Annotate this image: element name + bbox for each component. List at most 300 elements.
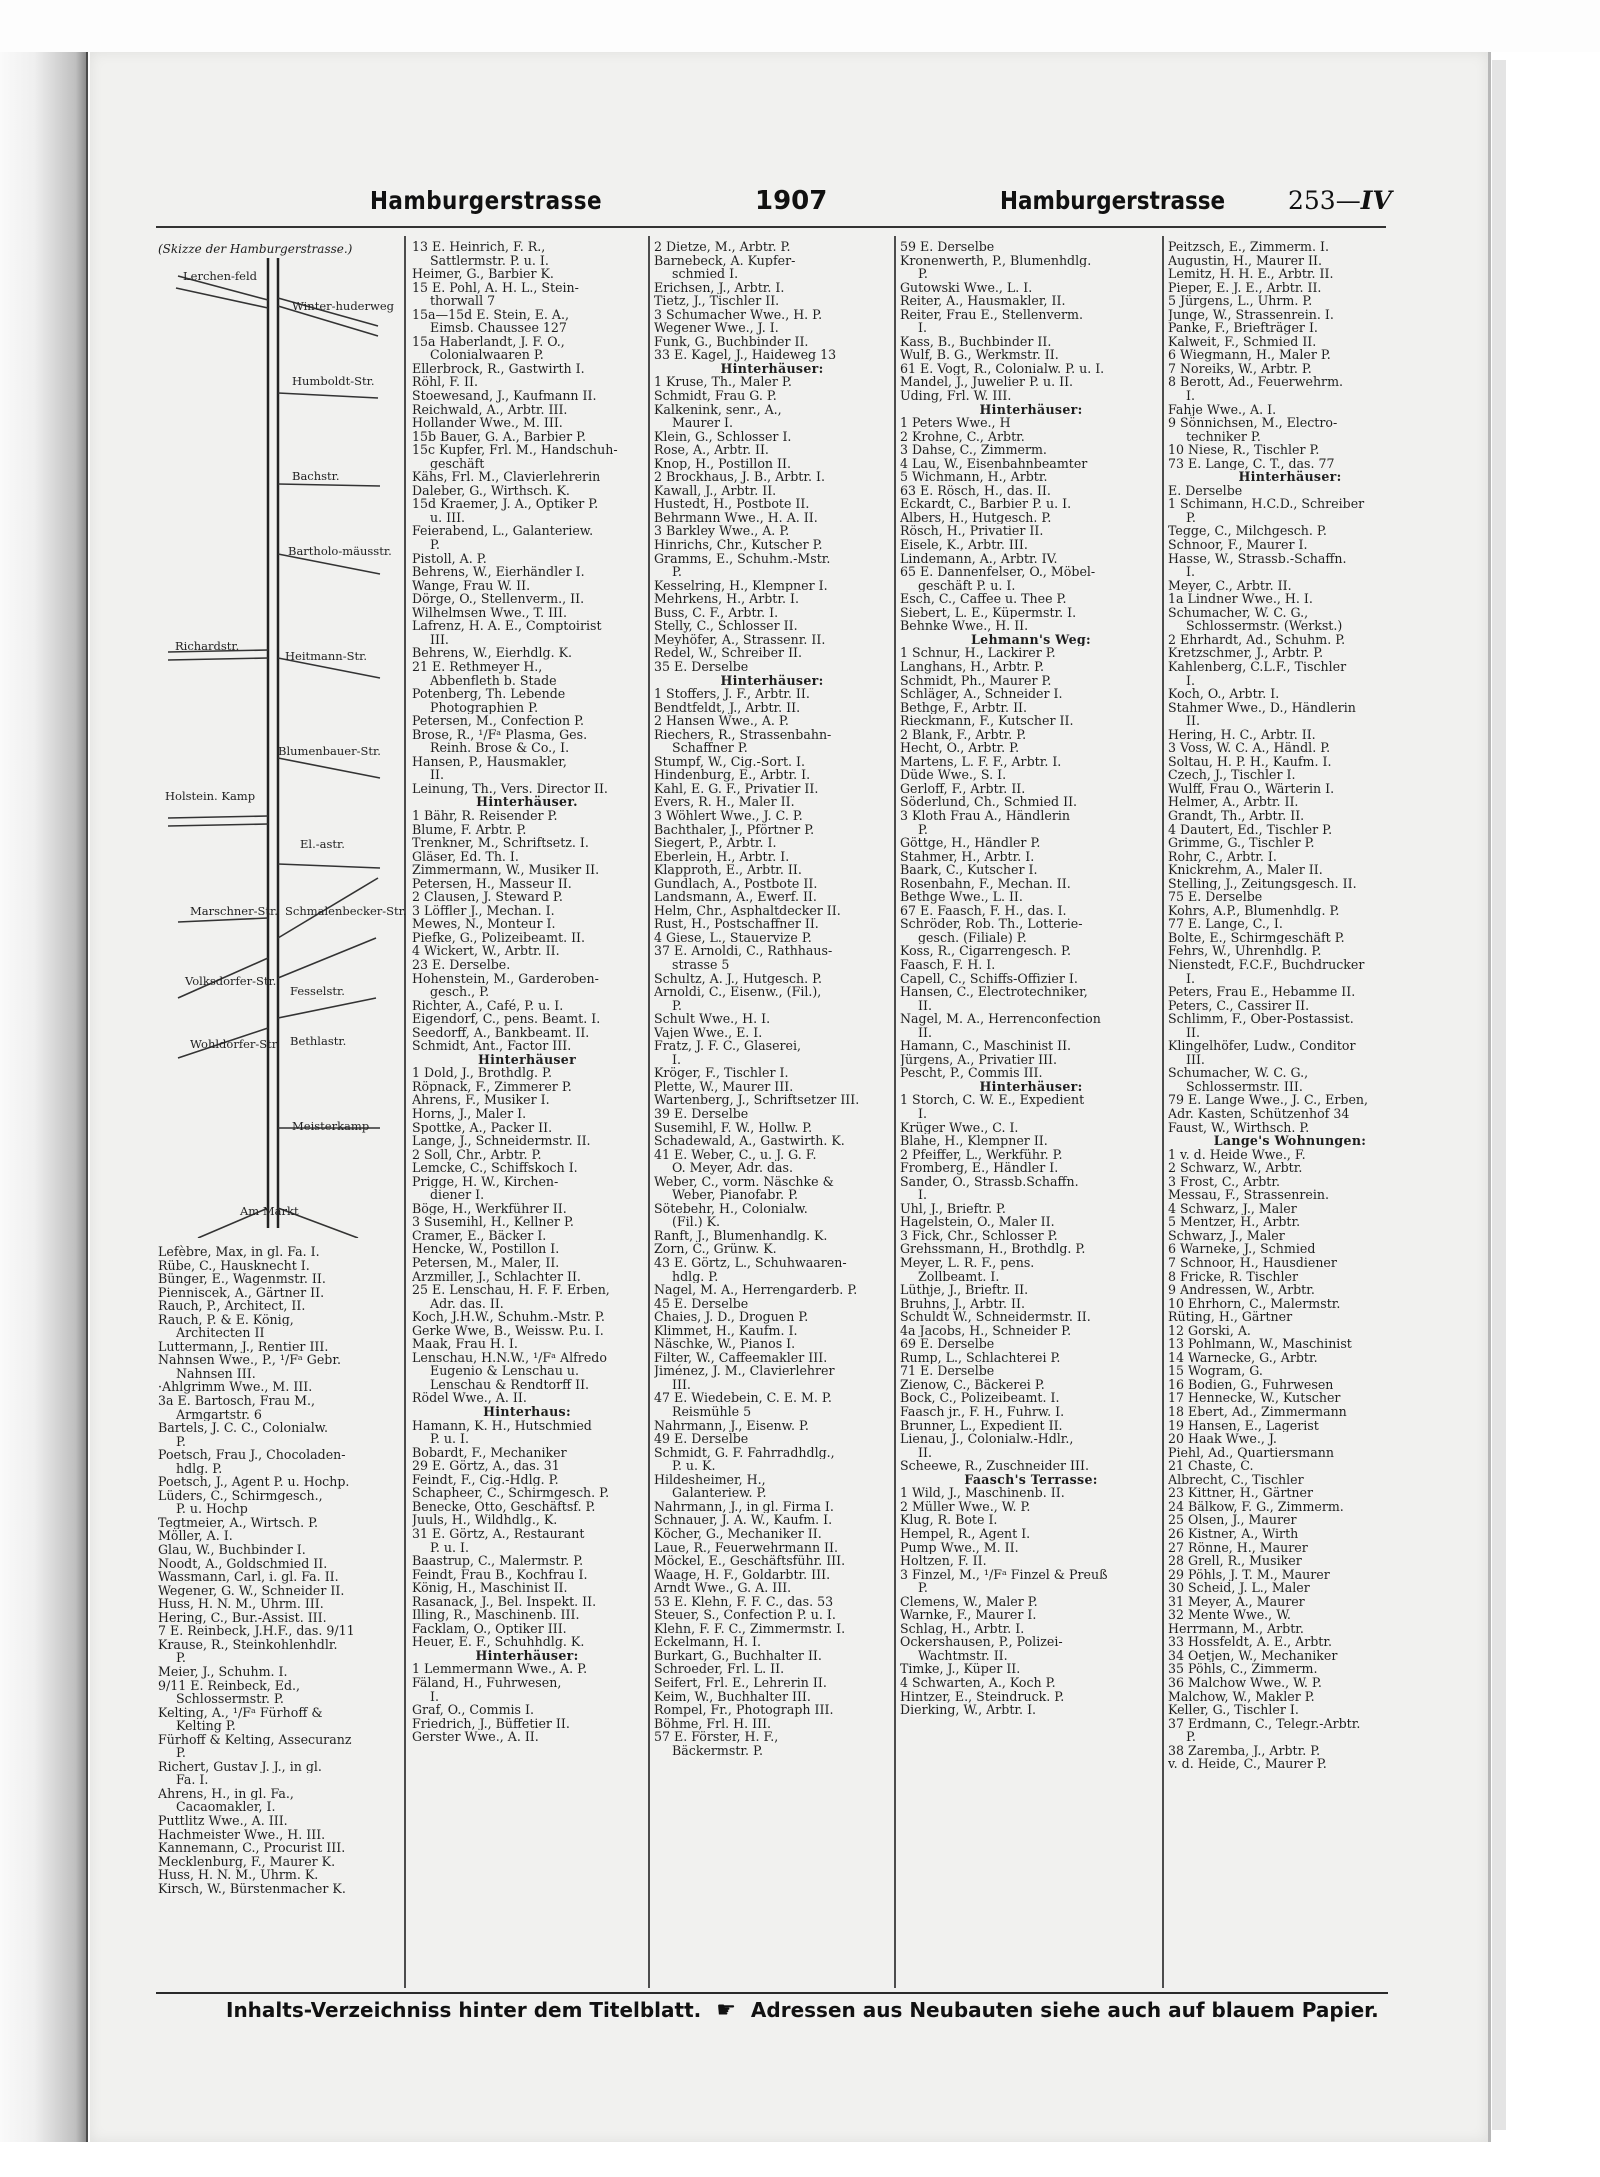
directory-entry: 3 Voss, W. C. A., Händl. P. — [1168, 741, 1331, 755]
directory-entry: Schmidt, Ant., Factor III. — [412, 1039, 572, 1053]
directory-entry: Weber, C., vorm. Näschke & — [654, 1174, 834, 1189]
footer-rule — [156, 1992, 1388, 1994]
directory-entry: Bäckermstr. P. — [672, 1743, 763, 1758]
directory-entry: Reiter, A., Hausmakler, II. — [900, 294, 1066, 308]
header-rule — [156, 226, 1386, 228]
directory-entry: 35 E. Derselbe — [654, 659, 749, 674]
directory-entry: 7 E. Reinbeck, J.H.F., das. 9/11 — [158, 1624, 355, 1638]
map-label-bachstr: Bachstr. — [292, 469, 340, 483]
directory-entry: Langhans, H., Arbtr. P. — [900, 659, 1045, 674]
directory-entry: Scheewe, R., Zuschneider III. — [900, 1459, 1089, 1473]
directory-entry: O. Meyer, Adr. das. — [672, 1161, 793, 1175]
directory-entry: 47 E. Wiedebein, C. E. M. P. — [654, 1391, 832, 1406]
directory-entry: 21 E. Rethmeyer H., — [412, 659, 543, 674]
directory-entry: Schumacher, W. C. G., — [1168, 605, 1309, 620]
directory-entry: Hempel, R., Agent I. — [900, 1526, 1031, 1541]
map-label-humboldtstr: Humboldt-Str. — [292, 374, 375, 388]
directory-entry: Pump Wwe., M. II. — [900, 1540, 1019, 1555]
directory-entry: I. — [1186, 565, 1195, 579]
directory-entry: Trenkner, M., Schriftsetz. I. — [412, 836, 589, 850]
directory-entry: 2 Müller Wwe., W. P. — [900, 1499, 1031, 1514]
directory-entry: Hagelstein, O., Maler II. — [900, 1215, 1055, 1229]
directory-entry: 4 Wickert, W., Arbtr. II. — [412, 944, 560, 958]
directory-entry: Rieckmann, F., Kutscher II. — [900, 714, 1074, 728]
directory-entry: 1a Lindner Wwe., H. I. — [1168, 592, 1313, 606]
directory-entry: Mandel, J., Juwelier P. u. II. — [900, 375, 1074, 390]
directory-entry: Pienniscek, A., Gärtner II. — [158, 1285, 325, 1300]
directory-entry: Benecke, Otto, Geschäftsf. P. — [412, 1499, 596, 1514]
directory-entry: Hamann, C., Maschinist II. — [900, 1039, 1072, 1053]
page-edge-shadow — [1492, 60, 1506, 2130]
directory-entry: Wachtmstr. II. — [918, 1648, 1008, 1663]
directory-entry: 35 Pöhls, C., Zimmerm. — [1168, 1662, 1318, 1676]
directory-entry: Sattlermstr. P. u. I. — [430, 253, 549, 268]
directory-entry: 3a E. Bartosch, Frau M., — [158, 1394, 316, 1408]
directory-entry: 29 Pöhls, J. T. M., Maurer — [1168, 1567, 1330, 1582]
section-heading: Lehmann's Weg: — [971, 632, 1091, 647]
directory-entry: Grehssmann, H., Brothdlg. P. — [900, 1242, 1086, 1257]
directory-entry: Luttermann, J., Rentier III. — [158, 1339, 329, 1354]
directory-entry: Kawall, J., Arbtr. II. — [654, 483, 777, 498]
directory-entry: 21 Chaste, C. — [1168, 1459, 1254, 1473]
directory-entry: Junge, W., Strassenrein. I. — [1168, 307, 1334, 322]
directory-entry: Hohenstein, M., Garderoben- — [412, 971, 599, 986]
directory-entry: 57 E. Förster, H. F., — [654, 1730, 779, 1744]
directory-entry: Petersen, M., Confection P. — [412, 714, 585, 728]
directory-entry: Buss, C. F., Arbtr. I. — [654, 605, 779, 620]
directory-entry: diener I. — [430, 1188, 485, 1202]
directory-entry: 2 Hansen Wwe., A. P. — [654, 714, 789, 728]
map-label-lerchenfeld: Lerchen-feld — [183, 269, 257, 283]
directory-entry: I. — [918, 321, 927, 335]
directory-entry: Arzmiller, J., Schlachter II. — [412, 1269, 581, 1284]
directory-entry: geschäft — [430, 456, 485, 471]
directory-entry: hdlg. P. — [176, 1461, 223, 1476]
directory-entry: 2 Krohne, C., Arbtr. — [900, 429, 1025, 444]
directory-entry: Ellerbrock, R., Gastwirth I. — [412, 361, 585, 376]
directory-entry: Facklam, O., Optiker III. — [412, 1621, 567, 1636]
directory-entry: Gläser, Ed. Th. I. — [412, 849, 519, 864]
directory-entry: Rauch, P. & E. König, — [158, 1312, 294, 1327]
directory-entry: Meyer, C., Arbtr. II. — [1168, 578, 1292, 593]
directory-entry: P. u. I. — [430, 1540, 470, 1555]
directory-entry: Faust, W., Wirthsch. P. — [1168, 1120, 1310, 1135]
directory-entry: Waage, H. F., Goldarbtr. III. — [654, 1567, 831, 1582]
directory-entry: Siegert, P., Arbtr. I. — [654, 836, 777, 850]
directory-entry: Evers, R. H., Maler II. — [654, 795, 795, 809]
directory-entry: II. — [430, 768, 444, 782]
directory-entry: 16 Bodien, G., Fuhrwesen — [1168, 1377, 1334, 1392]
directory-entry: II. — [1186, 1025, 1200, 1040]
footer-notice — [226, 1998, 1379, 2023]
directory-entry: Arnoldi, C., Eisenw., (Fil.), — [654, 985, 822, 999]
map-label-wohldorferstr: Wohldorfer-Str. — [190, 1037, 280, 1051]
directory-entry: Rosenbahn, F., Mechan. II. — [900, 876, 1071, 891]
directory-entry: Rüting, H., Gärtner — [1168, 1310, 1293, 1324]
directory-entry: Kelting, A., ¹/Fᵃ Fürhoff & — [158, 1705, 323, 1720]
directory-entry: Meyer, L. R. F., pens. — [900, 1256, 1035, 1270]
directory-entry: Bünger, E., Wagenmstr. II. — [158, 1272, 326, 1286]
directory-entry: Klimmet, H., Kaufm. I. — [654, 1323, 798, 1338]
directory-entry: Chaies, J. D., Droguen P. — [654, 1310, 809, 1324]
directory-entry: Nahnsen Wwe., P., ¹/Fᵃ Gebr. — [158, 1353, 342, 1367]
section-heading: Hinterhäuser: — [1238, 470, 1342, 484]
directory-entry: Gutowski Wwe., L. I. — [900, 280, 1033, 295]
directory-entry: Schultz, A. J., Hutgesch. P. — [654, 971, 823, 986]
directory-entry: Nahrmann, J., in gl. Firma I. — [654, 1499, 834, 1514]
directory-entry: Mewes, N., Monteur I. — [412, 917, 556, 931]
directory-entry: 3 Susemihl, H., Kellner P. — [412, 1215, 574, 1229]
street-sketch-caption: (Skizze der Hamburgerstrasse.) — [158, 242, 353, 256]
directory-entry: Albrecht, C., Tischler — [1168, 1472, 1304, 1487]
column-rule — [404, 236, 406, 1988]
directory-entry: Piehl, Ad., Quartiersmann — [1168, 1445, 1334, 1460]
directory-entry: 15b Bauer, G. A., Barbier P. — [412, 429, 587, 444]
directory-entry: (Fil.) K. — [672, 1215, 721, 1229]
directory-entry: II. — [1186, 714, 1200, 728]
directory-entry: Böhme, Frl. H. III. — [654, 1716, 772, 1731]
directory-entry: Susemihl, F. W., Hollw. P. — [654, 1120, 813, 1135]
directory-entry: Kähs, Frl. M., Clavierlehrerin — [412, 470, 601, 484]
column-rule — [648, 236, 650, 1988]
directory-entry: P. — [176, 1746, 186, 1760]
directory-entry: 23 Kittner, H., Gärtner — [1168, 1486, 1314, 1500]
directory-entry: Hansen, P., Hausmakler, — [412, 754, 567, 769]
directory-entry: Göttge, H., Händler P. — [900, 836, 1041, 850]
directory-entry: Koss, R., Cigarrengesch. P. — [900, 944, 1071, 958]
directory-entry: Malchow, W., Makler P. — [1168, 1689, 1315, 1704]
directory-entry: Nahrmann, J., Eisenw. P. — [654, 1418, 809, 1433]
directory-entry: Wulff, Frau O., Wärterin I. — [1168, 781, 1335, 796]
directory-entry: Friedrich, J., Büffetier II. — [412, 1716, 570, 1731]
directory-entry: Pistoll, A. P. — [412, 551, 487, 566]
directory-entry: Kirsch, W., Bürstenmacher K. — [158, 1881, 346, 1896]
directory-entry: Eckardt, C., Barbier P. u. I. — [900, 497, 1072, 511]
directory-entry: thorwall 7 — [430, 294, 496, 308]
directory-entry: Timke, J., Küper II. — [900, 1662, 1021, 1676]
directory-entry: P. — [918, 822, 928, 837]
directory-entry: 20 Haak Wwe., J. — [1168, 1432, 1277, 1446]
directory-entry: Schult Wwe., H. I. — [654, 1012, 771, 1026]
directory-entry: Schmidt, Frau G. P. — [654, 389, 777, 403]
directory-entry: Eisele, K., Arbtr. III. — [900, 538, 1028, 552]
directory-entry: Fehrs, W., Uhrenhdlg. P. — [1168, 944, 1322, 958]
directory-entry: Piefke, G., Polizeibeamt. II. — [412, 930, 586, 945]
directory-entry: 9/11 E. Reinbeck, Ed., — [158, 1678, 301, 1693]
directory-entry: Faasch, F. H. I. — [900, 957, 996, 972]
directory-entry: Lefèbre, Max, in gl. Fa. I. — [158, 1245, 320, 1259]
column-rule — [1162, 236, 1164, 1988]
directory-entry: Schmidt, Ph., Maurer P. — [900, 673, 1052, 688]
directory-entry: Cramer, E., Bäcker I. — [412, 1228, 547, 1243]
directory-entry: Augustin, H., Maurer II. — [1168, 253, 1323, 268]
directory-entry: 1 Wild, J., Maschinenb. II. — [900, 1486, 1065, 1500]
directory-entry: Hachmeister Wwe., H. III. — [158, 1827, 326, 1842]
directory-entry: Bethge, F., Arbtr. II. — [900, 700, 1028, 715]
directory-entry: P. — [1186, 1730, 1196, 1744]
directory-entry: Spottke, A., Packer II. — [412, 1120, 553, 1135]
directory-entry: Klein, G., Schlosser I. — [654, 429, 792, 444]
directory-entry: 12 Gorski, A. — [1168, 1323, 1251, 1338]
directory-entry: Schmidt, G. F. Fahrradhdlg., — [654, 1445, 835, 1460]
directory-entry: Nagel, M. A., Herrenconfection — [900, 1012, 1101, 1026]
directory-entry: 41 E. Weber, C., u. J. G. F. — [654, 1147, 817, 1162]
directory-entry: Brose, R., ¹/Fᵃ Plasma, Ges. — [412, 727, 588, 742]
directory-entry: 27 Rönne, H., Maurer — [1168, 1540, 1308, 1555]
directory-entry: Reichwald, A., Arbtr. III. — [412, 402, 568, 417]
directory-entry: Meyhöfer, A., Strassenr. II. — [654, 632, 826, 647]
directory-entry: I. — [1186, 389, 1195, 403]
directory-entry: Krause, R., Steinkohlenhdlr. — [158, 1637, 338, 1652]
directory-entry: 25 Olsen, J., Maurer — [1168, 1513, 1297, 1527]
footer-index-note: Inhalts-Verzeichniss hinter dem Titelblatt. — [226, 1998, 702, 2022]
directory-entry: 7 Schnoor, H., Hausdiener — [1168, 1256, 1337, 1270]
directory-entry: Gramms, E., Schuhm.-Mstr. — [654, 551, 831, 566]
directory-entry: Maak, Frau H. I. — [412, 1337, 518, 1351]
directory-entry: Klug, R. Bote I. — [900, 1513, 998, 1527]
directory-entry: 69 E. Derselbe — [900, 1337, 995, 1351]
directory-entry: Feindt, F., Cig.-Hdlg. P. — [412, 1472, 559, 1487]
map-label-am-markt: Am Markt — [240, 1204, 299, 1218]
directory-entry: I. — [1186, 673, 1195, 688]
directory-entry: Köcher, G., Mechaniker II. — [654, 1526, 822, 1541]
column-1 — [158, 1245, 402, 1895]
directory-entry: Reiter, Frau E., Stellenverm. — [900, 307, 1083, 322]
directory-entry: P. — [918, 267, 928, 281]
directory-entry: Rösch, H., Privatier II. — [900, 524, 1044, 539]
directory-entry: 3 Löffler J., Mechan. I. — [412, 903, 555, 918]
directory-entry: 2 Blank, F., Arbtr. P. — [900, 727, 1027, 742]
directory-entry: Peters, C., Cassirer II. — [1168, 998, 1310, 1013]
directory-entry: Arndt Wwe., G. A. III. — [654, 1581, 792, 1595]
directory-entry: Knop, H., Postillon II. — [654, 456, 791, 471]
directory-entry: Hering, H. C., Arbtr. II. — [1168, 727, 1316, 742]
directory-entry: 30 Scheid, J. L., Maler — [1168, 1581, 1310, 1595]
directory-entry: Wilhelmsen Wwe., T. III. — [412, 605, 568, 620]
directory-entry: Wulf, B. G., Werkmstr. II. — [900, 348, 1059, 362]
directory-entry: gesch. (Filiale) P. — [918, 930, 1027, 945]
directory-entry: Ockershausen, P., Polizei- — [900, 1635, 1063, 1649]
directory-entry: Richert, Gustav J. J., in gl. — [158, 1759, 322, 1774]
directory-entry: Poetsch, J., Agent P. u. Hochp. — [158, 1475, 350, 1489]
directory-entry: 43 E. Görtz, L., Schuhwaaren- — [654, 1256, 847, 1270]
directory-entry: 9 Andressen, W., Arbtr. — [1168, 1283, 1315, 1297]
directory-entry: 1 Dold, J., Brothdlg. P. — [412, 1066, 552, 1080]
directory-entry: Funk, G., Buchbinder II. — [654, 334, 809, 349]
directory-entry: III. — [430, 632, 449, 647]
directory-entry: Kelting P. — [176, 1719, 236, 1733]
column-5 — [1168, 240, 1412, 1771]
directory-entry: I. — [918, 1107, 927, 1121]
directory-entry: 79 E. Lange Wwe., J. C., Erben, — [1168, 1093, 1369, 1107]
directory-entry: 53 E. Klehn, F. F. C., das. 53 — [654, 1594, 834, 1609]
directory-entry: P. — [672, 998, 682, 1013]
directory-entry: Bobardt, F., Mechaniker — [412, 1445, 567, 1460]
directory-entry: Wassmann, Carl, i. gl. Fa. II. — [158, 1570, 339, 1584]
directory-entry: I. — [430, 1689, 439, 1704]
directory-entry: 3 Barkley Wwe., A. P. — [654, 524, 790, 539]
directory-entry: Kalweit, F., Schmied II. — [1168, 334, 1317, 349]
directory-entry: Fürhoff & Kelting, Assecuranz — [158, 1732, 352, 1747]
directory-entry: strasse 5 — [672, 957, 730, 972]
pointing-hand-icon: ☛ — [716, 1998, 736, 2023]
directory-entry: Sander, O., Strassb.Schaffn. — [900, 1174, 1079, 1189]
directory-entry: Leinung, Th., Vers. Director II. — [412, 781, 608, 796]
directory-entry: Faasch jr., F. H., Fuhrw. I. — [900, 1405, 1065, 1419]
directory-entry: 5 Jürgens, L., Uhrm. P. — [1168, 294, 1313, 308]
section-heading: Hinterhäuser: — [979, 402, 1083, 417]
directory-entry: Poetsch, Frau J., Chocoladen- — [158, 1448, 346, 1462]
directory-entry: Lüthje, J., Brieftr. II. — [900, 1283, 1029, 1297]
map-label-winterhuderweg: Winter-huderweg — [292, 299, 395, 313]
directory-entry: Hecht, O., Arbtr. P. — [900, 741, 1020, 755]
directory-entry: 75 E. Derselbe — [1168, 890, 1263, 904]
map-label-richardstr: Richardstr. — [175, 639, 240, 653]
directory-entry: 14 Warnecke, G., Arbtr. — [1168, 1350, 1318, 1365]
directory-entry: Zorn, C., Grünw. K. — [654, 1242, 777, 1257]
directory-entry: Wegener, G. W., Schneider II. — [158, 1583, 345, 1598]
directory-entry: 8 Fricke, R. Tischler — [1168, 1269, 1298, 1284]
directory-entry: 4a Jacobs, H., Schneider P. — [900, 1323, 1072, 1338]
directory-entry: 49 E. Derselbe — [654, 1432, 749, 1446]
column-4 — [900, 240, 1162, 1717]
directory-entry: Kronenwerth, P., Blumenhdlg. — [900, 253, 1092, 268]
directory-entry: 17 Hennecke, W., Kutscher — [1168, 1391, 1341, 1406]
directory-entry: Barnebeck, A. Kupfer- — [654, 253, 796, 268]
directory-entry: 4 Schwarten, A., Koch P. — [900, 1675, 1056, 1690]
directory-entry: 18 Ebert, Ad., Zimmermann — [1168, 1405, 1347, 1419]
directory-entry: Albers, H., Hutgesch. P. — [900, 510, 1052, 525]
directory-entry: Stelling, J., Zeitungsgesch. II. — [1168, 876, 1357, 891]
directory-entry: Adr. das. II. — [430, 1296, 504, 1311]
directory-entry: Helmer, A., Arbtr. II. — [1168, 795, 1299, 809]
directory-entry: Knickrehm, A., Maler II. — [1168, 863, 1323, 877]
directory-entry: 15c Kupfer, Frl. M., Handschuh- — [412, 443, 618, 457]
directory-entry: Hinrichs, Chr., Kutscher P. — [654, 538, 823, 552]
directory-entry: Ahrens, F., Musiker I. — [412, 1093, 550, 1107]
directory-entry: Huss, H. N. M., Uhrm. III. — [158, 1597, 324, 1611]
directory-entry: Photographien P. — [430, 700, 539, 715]
directory-entry: 1 Storch, C. W. E., Expedient — [900, 1093, 1085, 1107]
directory-entry: Fahje Wwe., A. I. — [1168, 402, 1277, 417]
map-label-heitmannstr: Heitmann-Str. — [285, 649, 367, 663]
directory-entry: 2 Ehrhardt, Ad., Schuhm. P. — [1168, 632, 1346, 647]
directory-entry: Fäland, H., Fuhrwesen, — [412, 1675, 562, 1690]
directory-entry: Esch, C., Caffee u. Thee P. — [900, 592, 1067, 606]
directory-entry: Huss, H. N. M., Uhrm. K. — [158, 1868, 319, 1882]
directory-entry: 26 Kistner, A., Wirth — [1168, 1526, 1299, 1541]
directory-entry: Fa. I. — [176, 1773, 209, 1787]
section-heading: Hinterhäuser. — [476, 795, 578, 809]
directory-entry: Pieper, E. J. E., Arbtr. II. — [1168, 280, 1322, 295]
column-3 — [654, 240, 890, 1757]
section-heading: Hinterhäuser — [477, 1052, 577, 1067]
directory-entry: P. u. Hochp — [176, 1502, 248, 1516]
directory-entry: 15 Wogram, G. — [1168, 1364, 1263, 1378]
directory-entry: 1 Schnur, H., Lackirer P. — [900, 646, 1056, 660]
directory-entry: Röpnack, F., Zimmerer P. — [412, 1079, 572, 1094]
directory-entry: Schapheer, C., Schirmgesch. P. — [412, 1486, 610, 1500]
directory-entry: Hollander Wwe., M. III. — [412, 416, 563, 430]
section-heading: Hinterhäuser: — [720, 673, 824, 688]
directory-entry: Bartels, J. C. C., Colonialw. — [158, 1421, 329, 1435]
directory-entry: 4 Lau, W., Eisenbahnbeamter — [900, 456, 1088, 471]
directory-entry: Grandt, Th., Arbtr. II. — [1168, 808, 1305, 823]
directory-entry: 15a—15d E. Stein, E. A., — [412, 307, 570, 322]
directory-entry: Sötebehr, H., Colonialw. — [654, 1201, 808, 1216]
directory-entry: Möckel, E., Geschäftsführ. III. — [654, 1554, 846, 1568]
directory-entry: Erichsen, J., Arbtr. I. — [654, 280, 785, 295]
directory-entry: Schnoor, F., Maurer I. — [1168, 538, 1308, 552]
directory-entry: Nahnsen III. — [176, 1366, 256, 1381]
directory-entry: Klehn, F. F. C., Zimmermstr. I. — [654, 1621, 846, 1636]
directory-entry: 4 Dautert, Ed., Tischler P. — [1168, 822, 1333, 837]
directory-entry: Lindemann, A., Arbtr. IV. — [900, 551, 1058, 566]
directory-entry: Mecklenburg, F., Maurer K. — [158, 1854, 336, 1869]
directory-entry: Landsmann, A., Ewerf. II. — [654, 890, 817, 904]
directory-entry: 63 E. Rösch, H., das. II. — [900, 483, 1051, 498]
directory-entry: Tietz, J., Tischler II. — [654, 294, 780, 308]
directory-entry: Rauch, P., Architect, II. — [158, 1299, 306, 1313]
directory-entry: Riechers, R., Strassenbahn- — [654, 727, 832, 742]
directory-entry: Seedorff, A., Bankbeamt. II. — [412, 1025, 590, 1040]
directory-entry: Horns, J., Maler I. — [412, 1107, 527, 1121]
directory-entry: Daleber, G., Wirthsch. K. — [412, 483, 570, 498]
directory-entry: 1 Kruse, Th., Maler P. — [654, 375, 792, 390]
directory-entry: Baark, C., Kutscher I. — [900, 863, 1038, 877]
directory-entry: Redel, W., Schreiber II. — [654, 646, 803, 660]
directory-entry: Architecten II — [176, 1326, 265, 1340]
directory-entry: Rasanack, J., Bel. Inspekt. II. — [412, 1594, 597, 1609]
directory-entry: P. — [918, 1581, 928, 1595]
running-head-year: 1907 — [755, 186, 828, 216]
directory-entry: Heuer, E. F., Schuhhdlg. K. — [412, 1635, 585, 1649]
directory-entry: Fromberg, E., Händler I. — [900, 1161, 1059, 1175]
directory-entry: Lüders, C., Schirmgesch., — [158, 1488, 323, 1503]
directory-entry: Dörge, O., Stellenverm., II. — [412, 592, 585, 606]
directory-entry: Siebert, L. E., Küpermstr. I. — [900, 605, 1077, 620]
running-head-street-left: Hamburgerstrasse — [370, 186, 603, 215]
directory-entry: 15d Kraemer, J. A., Optiker P. — [412, 497, 599, 511]
column-2 — [412, 240, 642, 1744]
directory-entry: Keim, W., Buchhalter III. — [654, 1689, 811, 1704]
directory-entry: Hildesheimer, H., — [654, 1472, 766, 1487]
directory-entry: Zienow, C., Bäckerei P. — [900, 1377, 1045, 1392]
directory-entry: Rompel, Fr., Photograph III. — [654, 1703, 834, 1717]
directory-entry: Kretzschmer, J., Arbtr. P. — [1168, 646, 1324, 660]
directory-entry: Kalkenink, senr., A., — [654, 402, 782, 417]
directory-entry: Armgartstr. 6 — [176, 1407, 262, 1422]
directory-entry: Reinh. Brose & Co., I. — [430, 741, 570, 755]
directory-entry: 39 E. Derselbe — [654, 1107, 749, 1121]
directory-entry: Peitzsch, E., Zimmerm. I. — [1168, 240, 1329, 254]
directory-entry: 24 Bälkow, F. G., Zimmerm. — [1168, 1499, 1344, 1514]
directory-entry: 9 Sönnichsen, M., Electro- — [1168, 416, 1338, 430]
directory-entry: Uding, Frl. W. III. — [900, 389, 1012, 403]
directory-entry: 37 E. Arnoldi, C., Rathhaus- — [654, 944, 833, 958]
directory-entry: v. d. Heide, C., Maurer P. — [1168, 1757, 1327, 1771]
directory-entry: Eberlein, H., Arbtr. I. — [654, 849, 790, 864]
directory-entry: Nienstedt, F.C.F., Buchdrucker — [1168, 957, 1365, 972]
directory-entry: 61 E. Vogt, R., Colonialw. P. u. I. — [900, 361, 1105, 376]
directory-entry: 77 E. Lange, C., I. — [1168, 917, 1283, 931]
directory-entry: Schwarz, J., Maler — [1168, 1228, 1285, 1243]
directory-entry: Laue, R., Feuerwehrmann II. — [654, 1540, 839, 1555]
map-label-meisterkamp: Meisterkamp — [292, 1119, 370, 1133]
section-heading: Hinterhäuser: — [720, 361, 824, 376]
directory-entry: Behnke Wwe., H. II. — [900, 619, 1029, 633]
directory-entry: Illing, R., Maschinenb. III. — [412, 1608, 580, 1622]
